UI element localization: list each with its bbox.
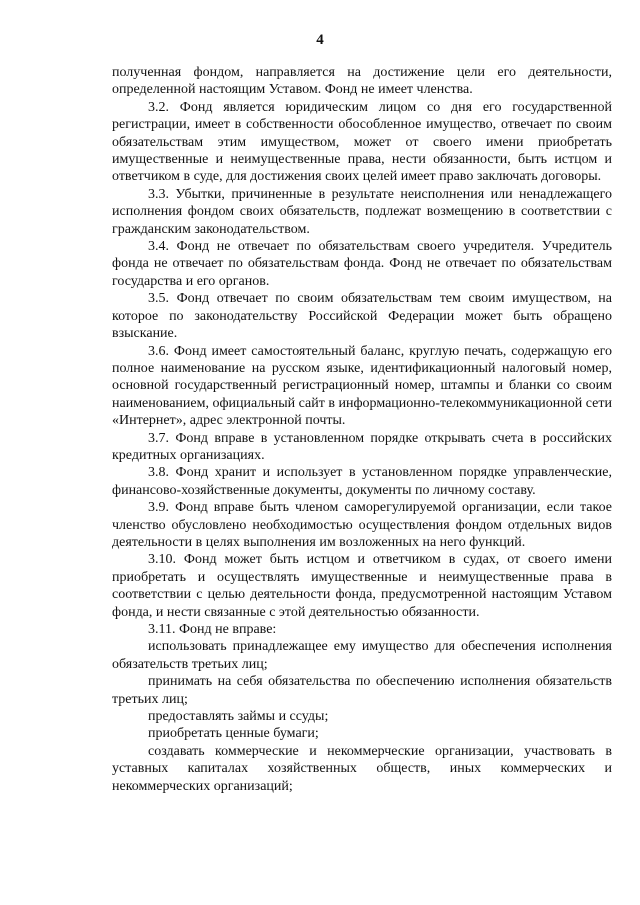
- paragraph-3-2: 3.2. Фонд является юридическим лицом со дня его государственной регистрации, имеет в собственности обособленное имущество, отвечает по своим обязательствам этим имуществом, может от своего имени приобретать имущественные и неимущественные права, нести обязанности, быть истцом и ответчиком в суде, для достижения своих целей имеет право заключать договоры.: [112, 99, 612, 185]
- paragraph-3-6: 3.6. Фонд имеет самостоятельный баланс, круглую печать, содержащую его полное наименование на русском языке, идентификационный налоговый номер, основной государственный регистрационный номер, штампы и бланки со своим наименованием, официальный сайт в информационно-телекоммуникационной сети «Интернет», адрес электронной почты.: [112, 343, 612, 429]
- list-item: принимать на себя обязательства по обеспечению исполнения обязательств третьих лиц;: [112, 674, 612, 707]
- paragraph-3-8: 3.8. Фонд хранит и использует в установленном порядке управленческие, финансово-хозяйственные документы, документы по личному составу.: [112, 465, 612, 498]
- list-item: предоставлять займы и ссуды;: [148, 709, 329, 725]
- paragraph-3-4: 3.4. Фонд не отвечает по обязательствам своего учредителя. Учредитель фонда не отвечает по обязательствам фонда. Фонд не отвечает по обязательствам государства и его органов.: [112, 239, 612, 289]
- paragraph-3-5: 3.5. Фонд отвечает по своим обязательствам тем своим имуществом, на которое по законодательству Российской Федерации может быть обращено взыскание.: [112, 291, 612, 342]
- list-item: создавать коммерческие и некоммерческие организации, участвовать в уставных капиталах хозяйственных обществ, иных коммерческих и некоммерческих организаций;: [112, 743, 612, 794]
- paragraph-3-7: 3.7. Фонд вправе в установленном порядке открывать счета в российских кредитных организациях.: [112, 430, 612, 463]
- paragraph-3-11: 3.11. Фонд не вправе:: [148, 622, 277, 637]
- paragraph-3-3: 3.3. Убытки, причиненные в результате неисполнения или ненадлежащего исполнения фондом своих обязательств, подлежат возмещению в соответствии с гражданским законодательством.: [112, 186, 612, 237]
- paragraph-3-10: 3.10. Фонд может быть истцом и ответчиком в судах, от своего имени приобретать и осуществлять имущественные и неимущественные права в соответствии с целью деятельности фонда, предусмотренной настоящим Уставом фонда, и нести связанные с этой деятельностью обязанности.: [112, 552, 612, 620]
- paragraph-3-9: 3.9. Фонд вправе быть членом саморегулируемой организации, если такое членство обусловлено необходимостью осуществления фондом отдельных видов деятельности в целях выполнения им возложенных на него функций.: [112, 500, 612, 550]
- list-item: использовать принадлежащее ему имущество для обеспечения исполнения обязательств третьих лиц;: [112, 639, 612, 672]
- paragraph-continuation: полученная фондом, направляется на достижение цели его деятельности, определенной настоящим Уставом. Фонд не имеет членства.: [112, 65, 612, 98]
- list-item: приобретать ценные бумаги;: [148, 726, 319, 742]
- prohibitions-list: [112, 638, 612, 795]
- page-number: 4: [316, 32, 324, 48]
- document-body: [112, 64, 612, 795]
